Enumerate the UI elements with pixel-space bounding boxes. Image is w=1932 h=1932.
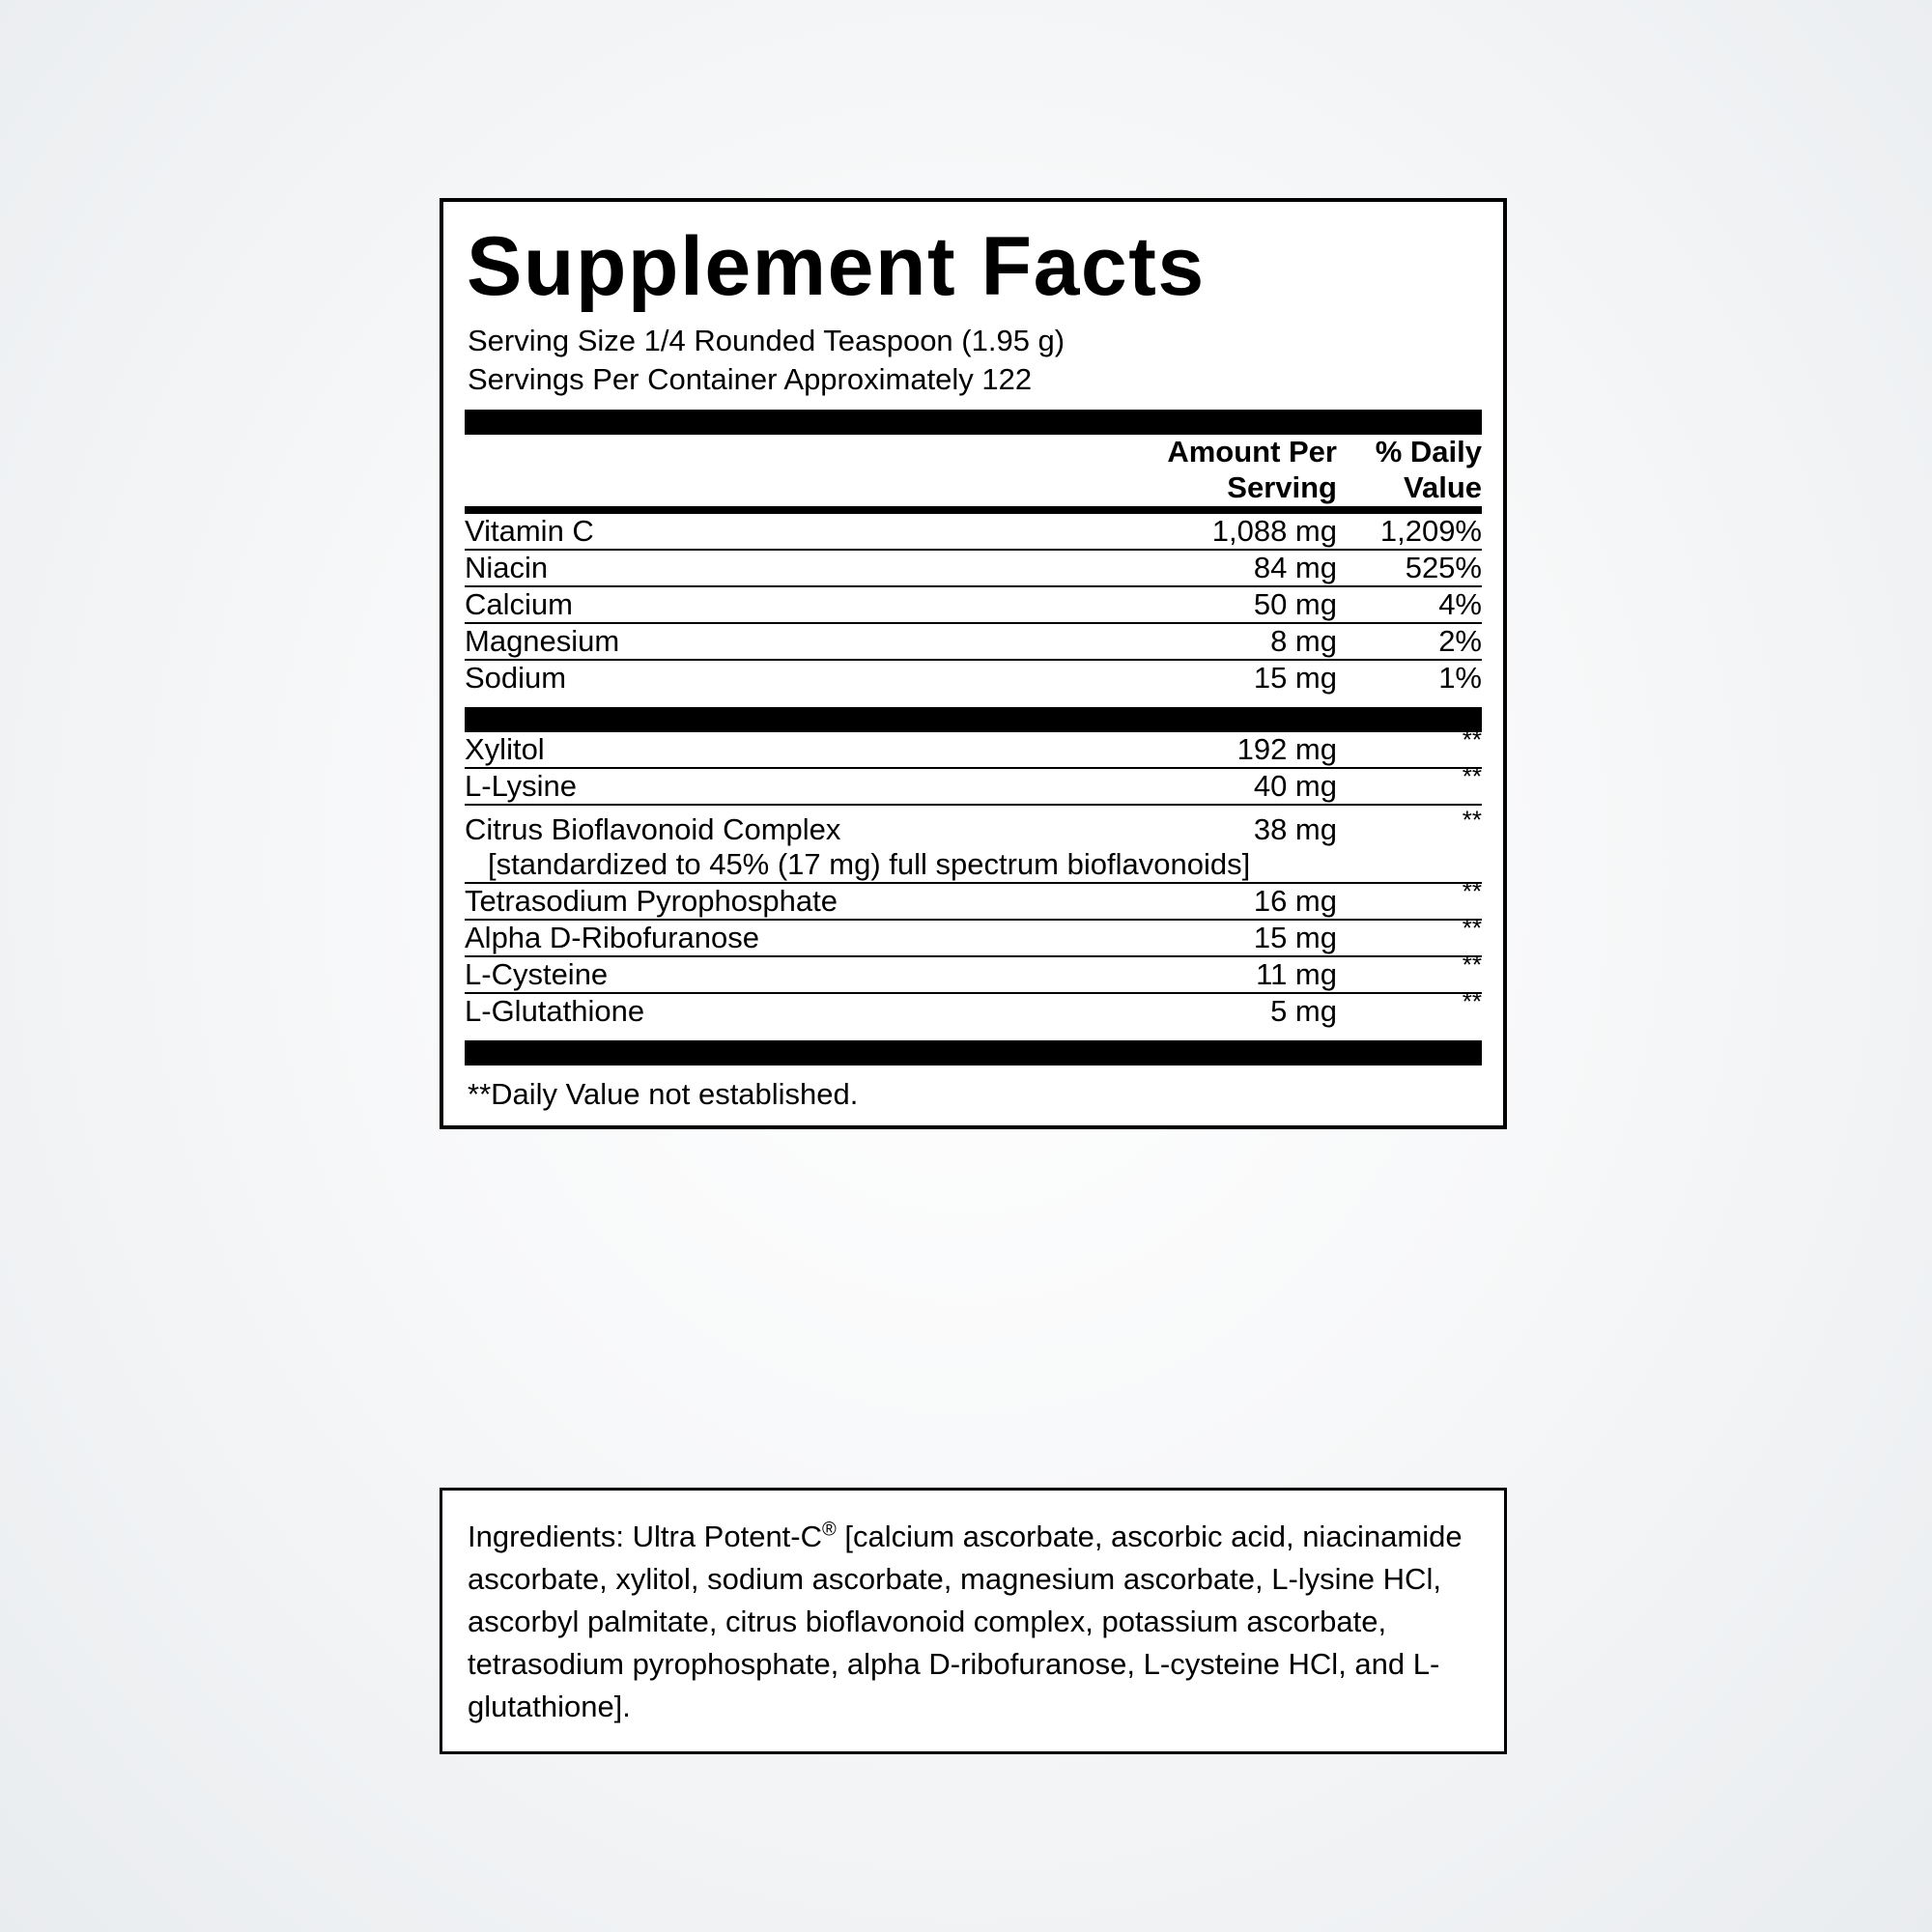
table-row — [465, 732, 1482, 768]
nutrient-daily-value: 2% — [1337, 623, 1482, 660]
nutrient-daily-value: 1,209% — [1337, 514, 1482, 550]
supplement-facts-panel — [440, 198, 1507, 1129]
nutrient-amount: 16 mg — [1129, 883, 1337, 920]
table-row — [465, 956, 1482, 993]
nutrient-name: Niacin — [465, 550, 1129, 586]
nutrient-name: Tetrasodium Pyrophosphate — [465, 883, 1129, 920]
serving-size-text: Serving Size 1/4 Rounded Teaspoon (1.95 g) — [468, 324, 1065, 357]
header-dv-line1: % Daily — [1375, 435, 1482, 469]
dv-asterisk: ** — [1462, 724, 1482, 754]
nutrient-amount: 40 mg — [1129, 768, 1337, 805]
nutrient-name: L-Glutathione — [465, 993, 645, 1028]
nutrient-daily-value — [1337, 950, 1482, 993]
nutrient-name: Magnesium — [465, 623, 1129, 660]
nutrient-amount: 1,088 mg — [1129, 514, 1337, 550]
nutrient-daily-value — [1337, 805, 1482, 847]
table-row — [465, 920, 1482, 956]
table-header-row — [465, 435, 1482, 505]
header-dv-line2: Value — [1404, 469, 1482, 504]
table-row — [465, 550, 1482, 586]
page-title: Supplement Facts — [467, 220, 1206, 313]
nutrient-name: Vitamin C — [465, 514, 1129, 550]
nutrient-name: L-Lysine — [465, 768, 1129, 805]
ingredients-panel — [440, 1488, 1507, 1754]
divider-thick-middle — [465, 707, 1482, 732]
ingredients-text — [468, 1516, 1479, 1728]
dv-asterisk: ** — [1462, 761, 1482, 791]
table-row — [465, 623, 1482, 660]
nutrient-amount: 15 mg — [1253, 660, 1337, 695]
nutrient-name: L-Cysteine — [465, 956, 1129, 993]
nutrient-name: Calcium — [465, 586, 1129, 623]
nutrient-daily-value — [1337, 986, 1482, 1029]
header-blank — [465, 435, 1129, 505]
table-row — [465, 993, 1482, 1029]
nutrient-standardization-note: [standardized to 45% (17 mg) full spectrum bioflavonoids] — [465, 847, 1482, 883]
header-amount-per-serving — [1129, 435, 1337, 505]
nutrient-amount: 38 mg — [1253, 811, 1337, 846]
header-amount-line2: Serving — [1227, 469, 1337, 504]
daily-value-footnote: **Daily Value not established. — [468, 1076, 859, 1111]
nutrition-table — [465, 435, 1482, 505]
nutrient-name: Sodium — [465, 660, 567, 695]
servings-per-container-text: Servings Per Container Approximately 122 — [468, 361, 1033, 396]
registered-trademark-icon: ® — [822, 1519, 837, 1541]
header-amount-line1: Amount Per — [1167, 435, 1337, 469]
nutrient-name: Citrus Bioflavonoid Complex — [465, 811, 841, 846]
dv-asterisk: ** — [1462, 950, 1482, 980]
secondary-nutrients-table — [465, 724, 1482, 1029]
primary-nutrients-table — [465, 514, 1482, 696]
ingredients-lead: Ingredients: Ultra Potent-C — [468, 1520, 823, 1553]
nutrient-daily-value: 525% — [1337, 550, 1482, 586]
table-row — [465, 883, 1482, 920]
dv-asterisk: ** — [1462, 876, 1482, 906]
nutrient-amount: 15 mg — [1129, 920, 1337, 956]
nutrient-standardization-note-row — [465, 847, 1482, 883]
nutrient-daily-value: 1% — [1438, 660, 1482, 695]
dv-asterisk: ** — [1462, 913, 1482, 943]
nutrient-amount: 84 mg — [1129, 550, 1337, 586]
nutrient-daily-value — [1337, 761, 1482, 805]
header-daily-value — [1337, 435, 1482, 505]
table-row — [465, 514, 1482, 550]
nutrient-name: Alpha D-Ribofuranose — [465, 920, 1129, 956]
nutrient-amount: 192 mg — [1129, 732, 1337, 768]
nutrient-daily-value: 4% — [1337, 586, 1482, 623]
nutrient-amount: 8 mg — [1129, 623, 1337, 660]
table-row — [465, 805, 1482, 847]
dv-asterisk: ** — [1462, 986, 1482, 1016]
nutrient-name: Xylitol — [465, 732, 1129, 768]
table-row — [465, 660, 1482, 696]
divider-thick-bottom — [465, 1040, 1482, 1065]
dv-asterisk: ** — [1462, 805, 1482, 835]
nutrient-amount: 50 mg — [1129, 586, 1337, 623]
ingredients-body: [calcium ascorbate, ascorbic acid, niacinamide ascorbate, xylitol, sodium ascorbate, magnesium ascorbate, L-lysine HCl, ascorbyl palmitate, citrus bioflavonoid complex, potassium ascorbate, tetrasodium pyrophosphate, alpha D-ribofuranose, L-cysteine HCl, and L-glutathione]. — [468, 1520, 1463, 1724]
nutrient-daily-value — [1337, 724, 1482, 768]
table-row — [465, 768, 1482, 805]
nutrient-amount: 5 mg — [1270, 993, 1337, 1028]
nutrient-daily-value — [1337, 913, 1482, 956]
nutrient-daily-value — [1337, 876, 1482, 920]
table-row — [465, 586, 1482, 623]
divider-thin-after-header — [465, 506, 1482, 514]
nutrient-amount: 11 mg — [1129, 956, 1337, 993]
divider-thick-top — [465, 410, 1482, 435]
